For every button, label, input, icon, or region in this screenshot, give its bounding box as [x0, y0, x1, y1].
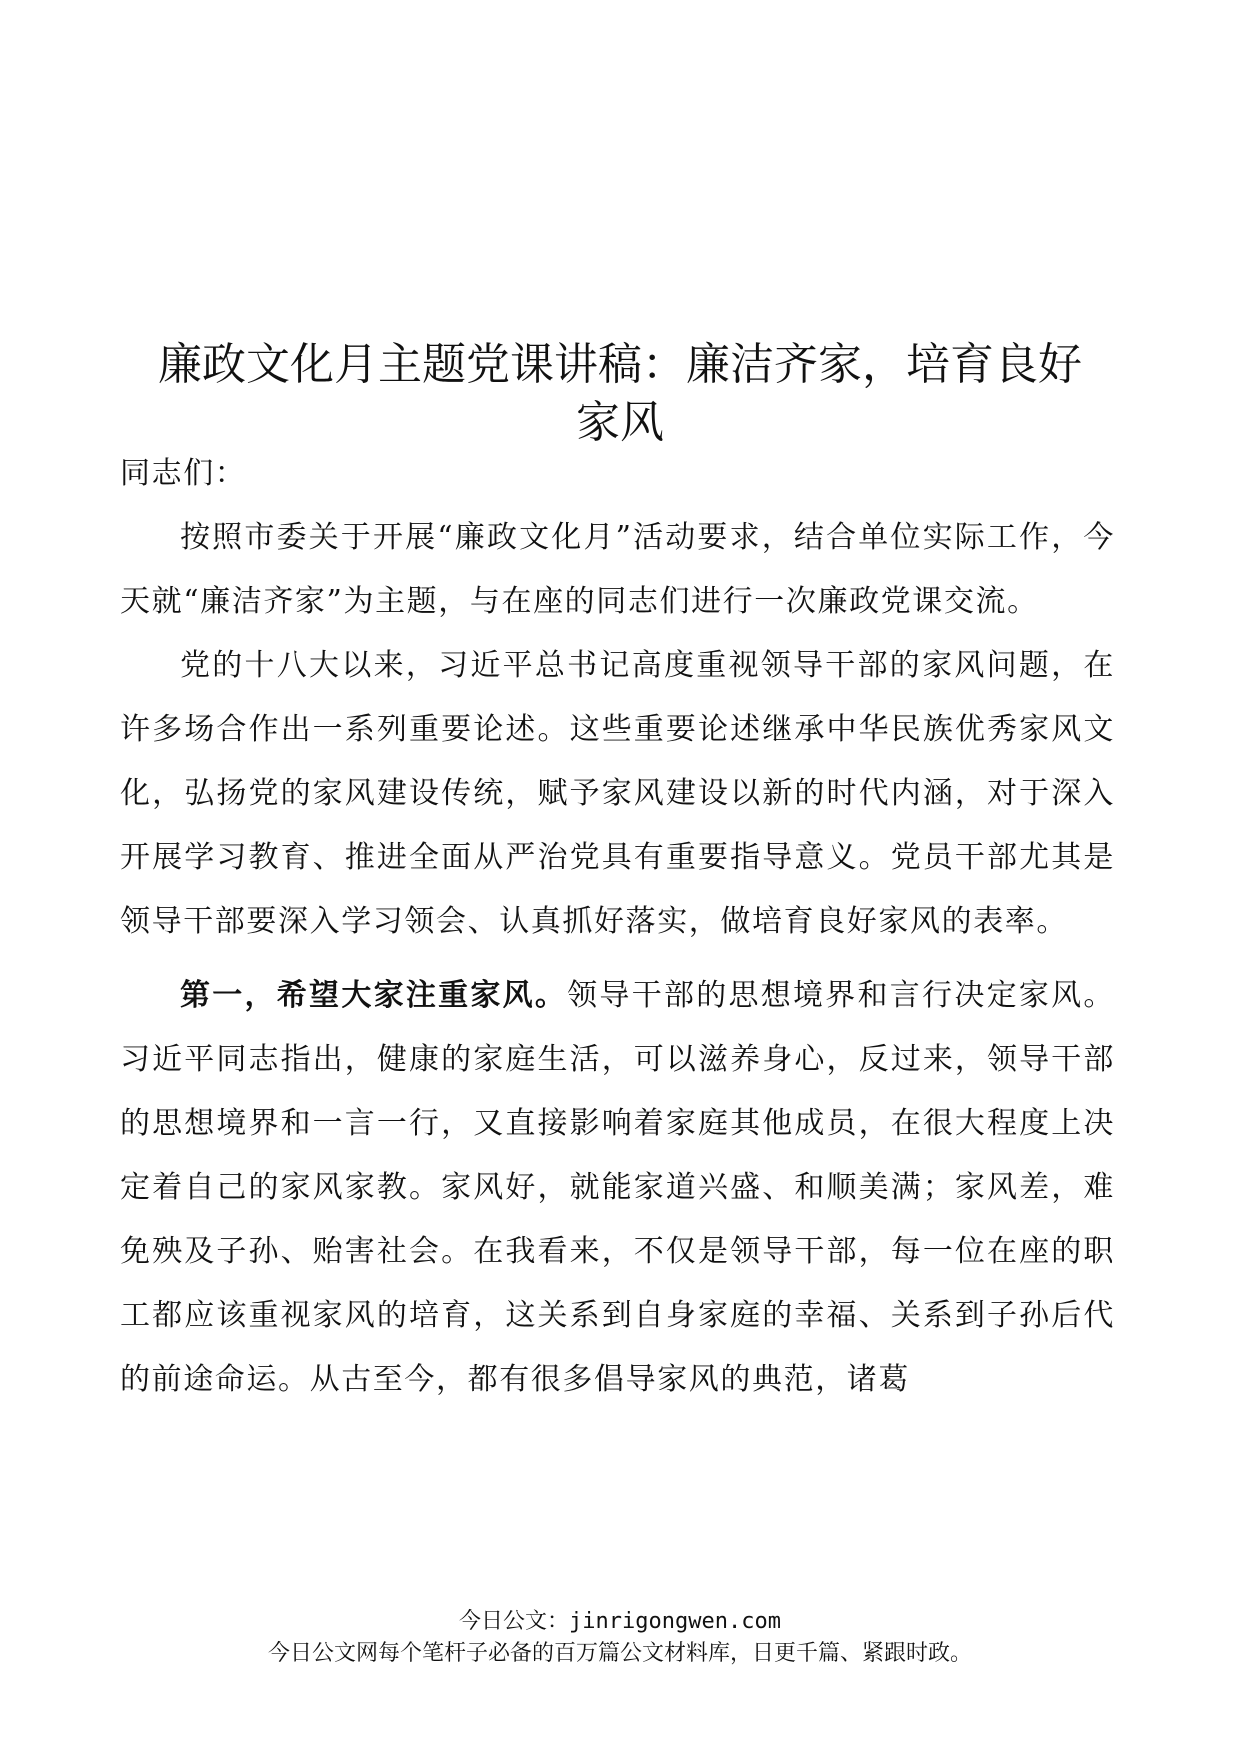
page-footer	[0, 1606, 1240, 1670]
footer-site-label: 今日公文：	[459, 1609, 570, 1634]
footer-site-url[interactable]: jinrigongwen.com	[569, 1609, 781, 1634]
title-line-1: 廉政文化月主题党课讲稿：廉洁齐家，培育良好	[158, 339, 1082, 390]
greeting: 同志们：	[120, 456, 247, 491]
paragraph-intro: 按照市委关于开展“廉政文化月”活动要求，结合单位实际工作，今天就“廉洁齐家”为主题，与在座的同志们进行一次廉政党课交流。	[120, 520, 1115, 619]
paragraph-section-1	[120, 964, 1115, 1412]
document-title	[120, 336, 1120, 452]
title-line-2: 家风	[576, 397, 664, 448]
document-body	[120, 442, 1115, 1412]
paragraph-background: 党的十八大以来，习近平总书记高度重视领导干部的家风问题，在许多场合作出一系列重要论述。这些重要论述继承中华民族优秀家风文化，弘扬党的家风建设传统，赋予家风建设以新的时代内涵，对于深入开展学习教育、推进全面从严治党具有重要指导意义。党员干部尤其是领导干部要深入学习领会、认真抓好落实，做培育良好家风的表率。	[120, 648, 1115, 939]
footer-site-line	[0, 1606, 1240, 1638]
section-1-heading: 第一，希望大家注重家风。	[180, 978, 568, 1013]
footer-slogan: 今日公文网每个笔杆子必备的百万篇公文材料库，日更千篇、紧跟时政。	[267, 1641, 972, 1666]
section-1-text: 领导干部的思想境界和言行决定家风。习近平同志指出，健康的家庭生活，可以滋养身心，反过来，领导干部的思想境界和一言一行，又直接影响着家庭其他成员，在很大程度上决定着自己的家风家教。家风好，就能家道兴盛、和顺美满；家风差，难免殃及子孙、贻害社会。在我看来，不仅是领导干部，每一位在座的职工都应该重视家风的培育，这关系到自身家庭的幸福、关系到子孙后代的前途命运。从古至今，都有很多倡导家风的典范，诸葛	[120, 978, 1115, 1397]
